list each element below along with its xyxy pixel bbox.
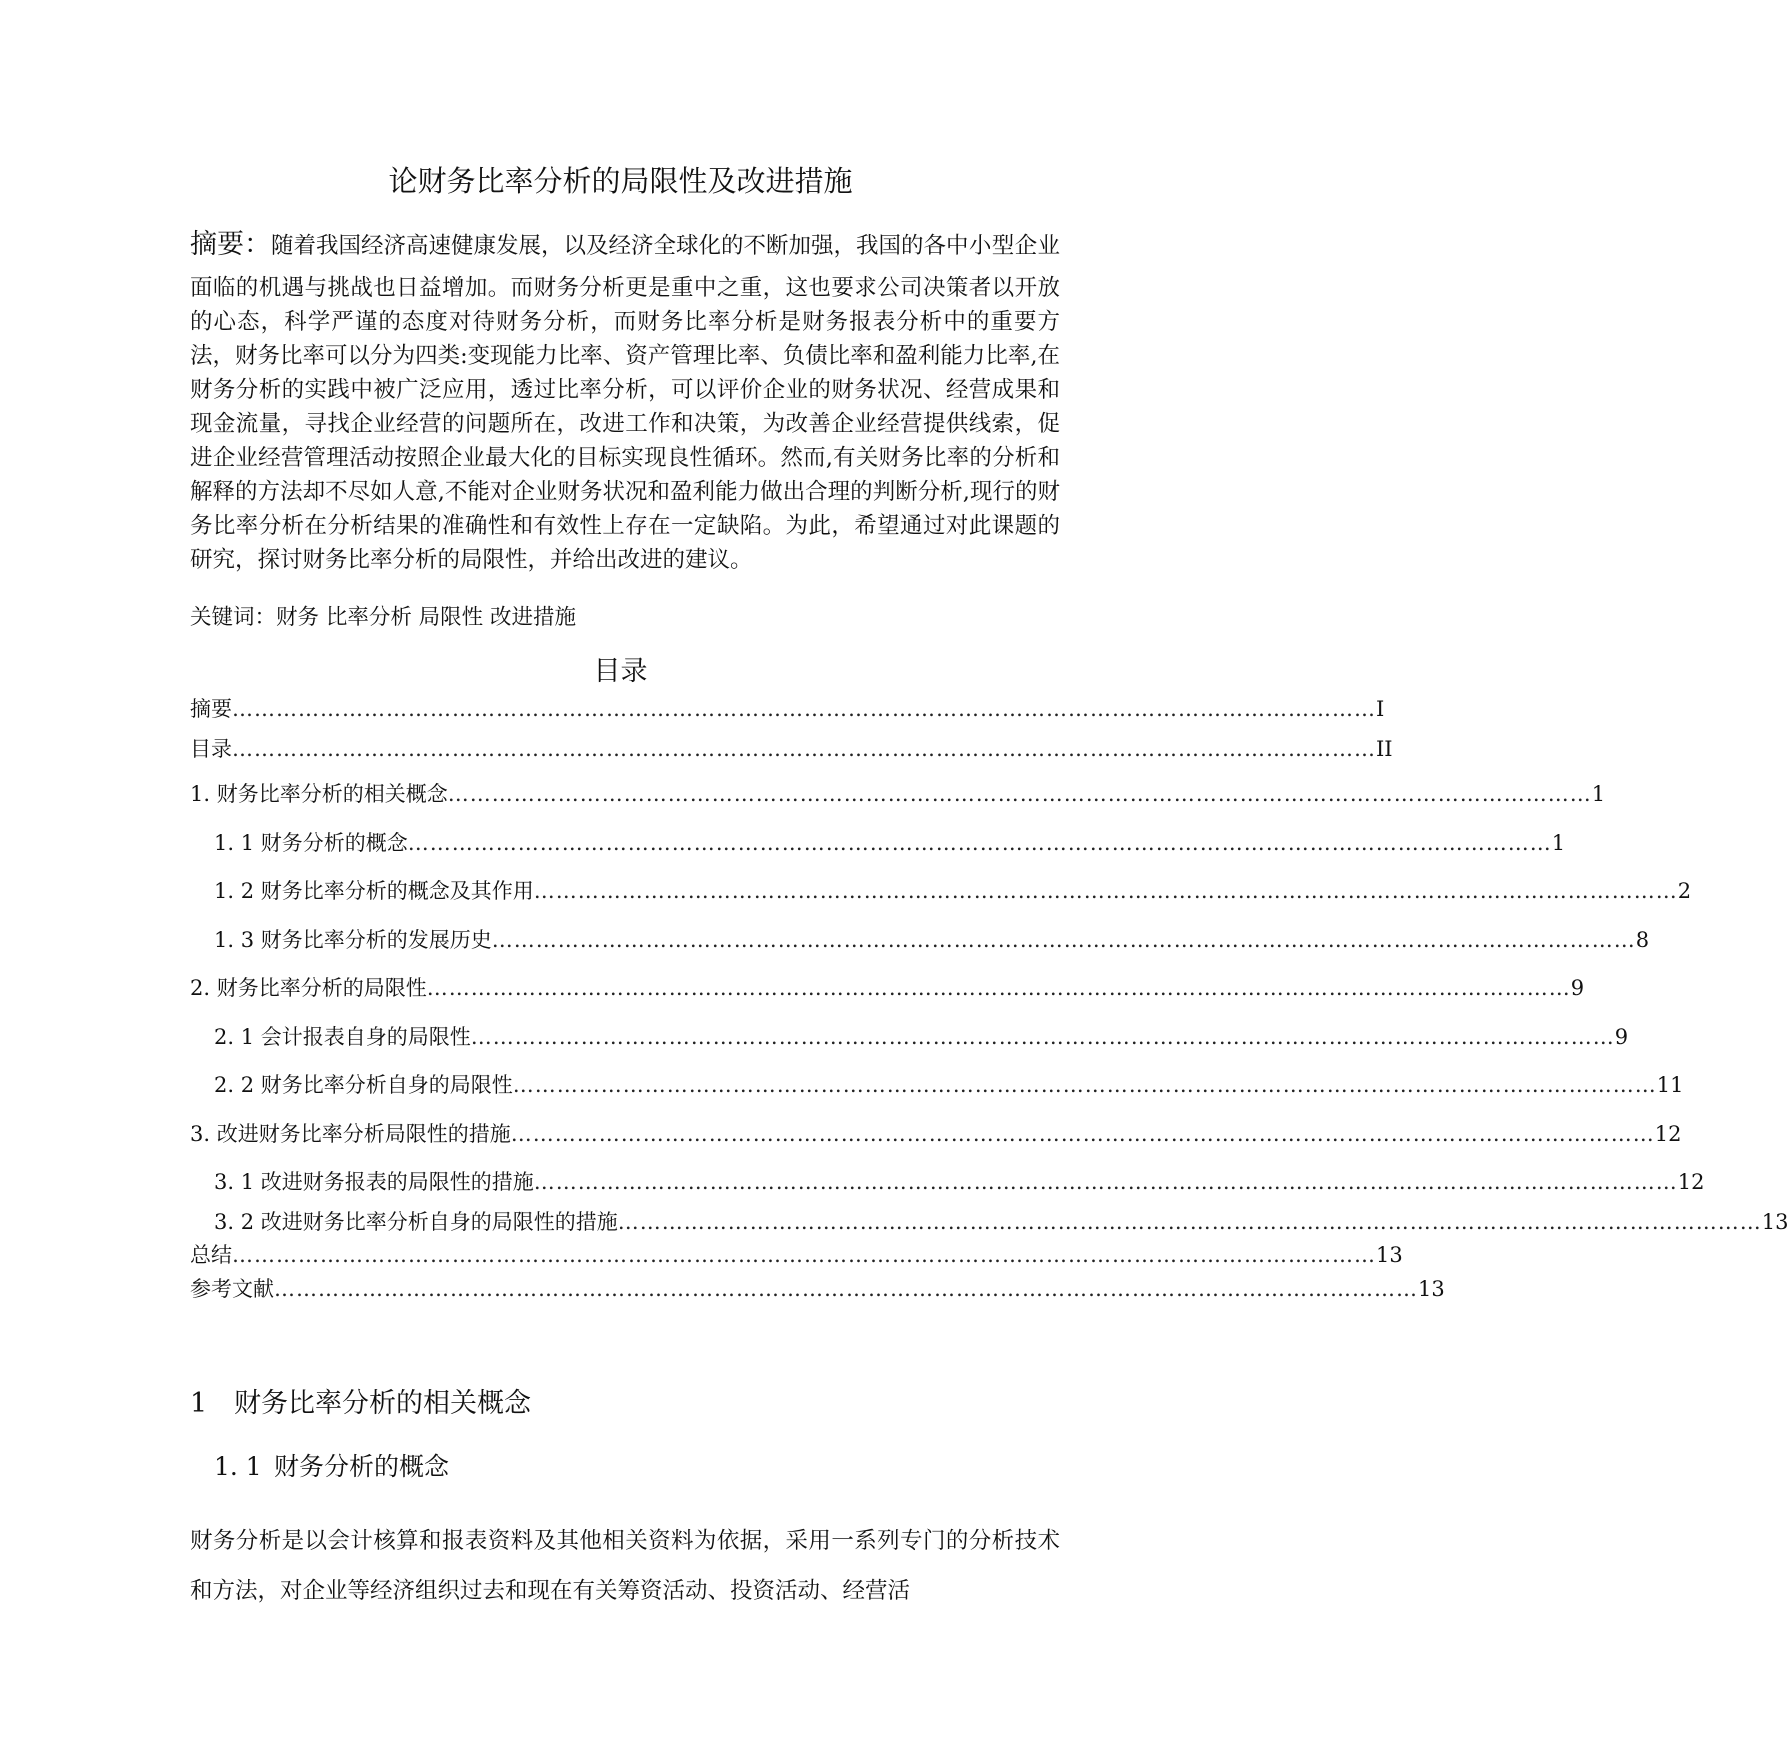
toc-entry-label: 目录 — [190, 737, 232, 761]
toc-entry-page: 11 — [1656, 1073, 1684, 1097]
toc-entry-label: 1. 2 财务比率分析的概念及其作用 — [214, 879, 534, 903]
toc-entry[interactable] — [190, 973, 1585, 1003]
toc-entry-label: 2. 1 会计报表自身的局限性 — [214, 1025, 471, 1049]
toc-entry-label: 3. 改进财务比率分析局限性的措施 — [190, 1122, 511, 1146]
toc-entry[interactable] — [214, 1022, 1629, 1052]
toc-dot-leader: ………………………………………………………………………………………………………………………………………… — [617, 1210, 1762, 1234]
document-title: 论财务比率分析的局限性及改进措施 — [388, 164, 853, 198]
toc-entry[interactable] — [190, 1240, 1403, 1270]
toc-entry-page: 13 — [1376, 1243, 1403, 1267]
abstract — [190, 228, 1060, 577]
toc-entry-label: 摘要 — [190, 697, 232, 721]
toc-entry-label: 1. 3 财务比率分析的发展历史 — [214, 928, 492, 952]
subsection-number: 1. 1 — [214, 1452, 262, 1481]
toc-entry[interactable] — [214, 1167, 1705, 1197]
toc-dot-leader: ………………………………………………………………………………………………………………………………………… — [470, 1025, 1615, 1049]
toc-dot-leader: ………………………………………………………………………………………………………………………………………… — [533, 1170, 1678, 1194]
keywords — [190, 602, 576, 634]
toc-entry-page: 12 — [1654, 1122, 1682, 1146]
abstract-text: 小型企业面临的机遇与挑战也日益增加。而财务分析更是重中之重，这也要求公司决策者以开放的心态，科学严谨的态度对待财务分析，而财务比率分析是财务报表分析中的重要方法，财务比率可以分为四类:变现能力比率、资产管理比率、负债比率和盈利能力比率,在财务分析的实践中被广泛应用，透过比率分析，可以评价企业的财务状况、经营成果和现金流量，寻找企业经营的问题所在，改进工作和决策，为改善企业经营提供线索，促进企业经营管理活动按照企业最大化的目标实现良性循环。然而,有关财务比率的分析和解释的方法却不尽如人意,不能对企业财务状况和盈利能力做出合理的判断分析,现行的财务比率分析在分析结果的准确性和有效性上存在一定缺陷。为此，希望通过对此课题的研究，探讨财务比率分析的局限性，并给出改进的建议。 — [190, 233, 1060, 573]
toc-entry-label: 1. 1 财务分析的概念 — [214, 831, 408, 855]
toc-entry-page: II — [1376, 737, 1393, 761]
toc-entry-label: 2. 2 财务比率分析自身的局限性 — [214, 1073, 513, 1097]
toc-dot-leader: ………………………………………………………………………………………………………………………………………… — [274, 1277, 1418, 1301]
toc-dot-leader: ………………………………………………………………………………………………………………………………………… — [512, 1073, 1657, 1097]
toc-entry-label: 2. 财务比率分析的局限性 — [190, 976, 427, 1000]
toc-entry[interactable] — [190, 1274, 1445, 1304]
toc-entry[interactable] — [214, 925, 1650, 955]
toc-dot-leader: ………………………………………………………………………………………………………………………………………… — [407, 831, 1552, 855]
toc-entry[interactable] — [190, 1119, 1682, 1149]
toc-entry-label: 总结 — [190, 1243, 232, 1267]
abstract-first-line — [190, 228, 969, 263]
subsection-heading — [214, 1448, 449, 1486]
toc-entry-page: 8 — [1635, 928, 1650, 952]
toc-entry-page: 1 — [1551, 831, 1566, 855]
toc-entry-page: 2 — [1677, 879, 1692, 903]
toc-entry-page: 12 — [1677, 1170, 1705, 1194]
toc-entry[interactable] — [190, 779, 1606, 809]
section-heading — [190, 1384, 531, 1424]
toc-dot-leader: ………………………………………………………………………………………………………………………………………… — [426, 976, 1571, 1000]
body-paragraph: 财务分析是以会计核算和报表资料及其他相关资料为依据，采用一系列专门的分析技术和方法，对企业等经济组织过去和现在有关筹资活动、投资活动、经营活 — [190, 1528, 1060, 1604]
keywords-text: 财务 比率分析 局限性 改进措施 — [276, 605, 577, 630]
section-number: 1 — [190, 1388, 208, 1419]
section-title: 财务比率分析的相关概念 — [234, 1388, 531, 1419]
toc-entry-page: 1 — [1591, 782, 1606, 806]
toc-dot-leader: ………………………………………………………………………………………………………………………………………… — [232, 697, 1376, 721]
toc-title: 目录 — [593, 656, 648, 687]
toc-entry-label: 3. 2 改进财务比率分析自身的局限性的措施 — [214, 1210, 618, 1234]
toc-dot-leader: ………………………………………………………………………………………………………………………………………… — [447, 782, 1592, 806]
abstract-label: 摘要： — [190, 229, 271, 260]
toc-dot-leader: ………………………………………………………………………………………………………………………………………… — [510, 1122, 1655, 1146]
toc-entry[interactable] — [214, 1207, 1788, 1237]
toc-entry[interactable] — [190, 694, 1385, 724]
toc-entry-page: 13 — [1418, 1277, 1445, 1301]
toc-entry[interactable] — [214, 1070, 1684, 1100]
subsection-title: 财务分析的概念 — [274, 1452, 450, 1481]
toc-entry-label: 3. 1 改进财务报表的局限性的措施 — [214, 1170, 534, 1194]
toc-dot-leader: ………………………………………………………………………………………………………………………………………… — [232, 737, 1376, 761]
toc-entry-label: 参考文献 — [190, 1277, 274, 1301]
abstract-first-text: 随着我国经济高速健康发展，以及经济全球化的不断加强，我国的各中 — [271, 233, 969, 259]
toc-entry-label: 1. 财务比率分析的相关概念 — [190, 782, 448, 806]
toc-entry-page: 9 — [1570, 976, 1585, 1000]
toc-entry-page: I — [1376, 697, 1385, 721]
toc-entry[interactable] — [190, 734, 1393, 764]
toc-entry[interactable] — [214, 876, 1692, 906]
toc-entry-page: 9 — [1614, 1025, 1629, 1049]
toc-entry-page: 13 — [1761, 1210, 1788, 1234]
toc-dot-leader: ………………………………………………………………………………………………………………………………………… — [533, 879, 1678, 903]
toc-dot-leader: ………………………………………………………………………………………………………………………………………… — [491, 928, 1636, 952]
keywords-label: 关键词： — [190, 605, 277, 630]
toc-dot-leader: ………………………………………………………………………………………………………………………………………… — [232, 1243, 1376, 1267]
toc-entry[interactable] — [214, 828, 1566, 858]
